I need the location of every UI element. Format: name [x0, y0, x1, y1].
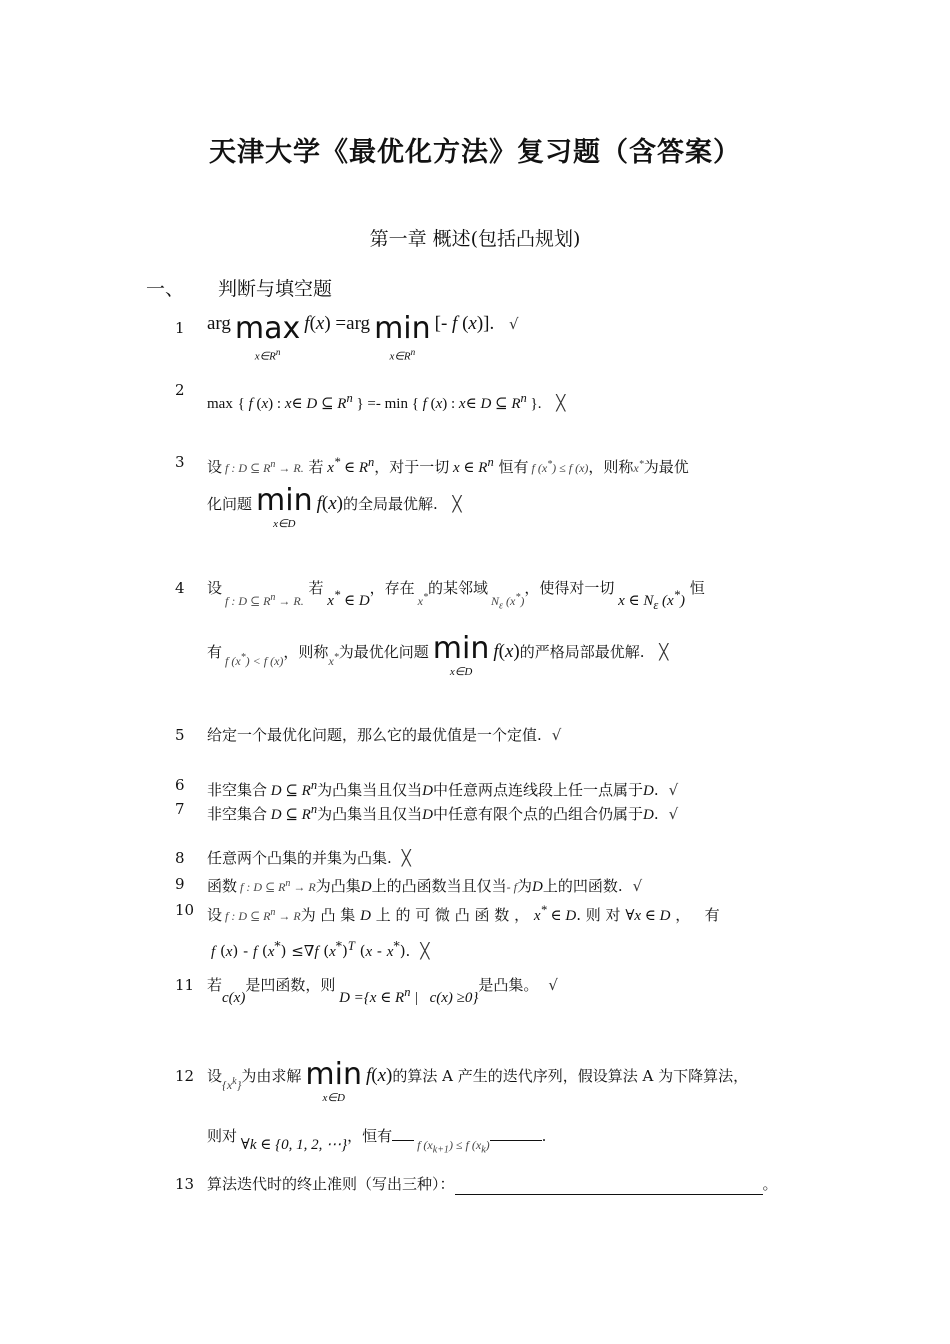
question-number: 4: [175, 579, 185, 597]
question-number: 3: [175, 453, 185, 471]
question-number: 6: [175, 776, 185, 794]
answer-mark: √: [668, 805, 679, 823]
answer-mark: ╳: [401, 849, 411, 867]
answer-mark: ╳: [556, 394, 566, 412]
answer-mark: ╳: [452, 495, 462, 513]
answer-mark: √: [632, 877, 643, 895]
section-title: 判断与填空题: [218, 278, 333, 300]
answer-mark: √: [548, 976, 558, 994]
question-number: 13: [175, 1175, 195, 1193]
chapter-heading: 第一章 概述(包括凸规划): [369, 228, 581, 250]
answer-mark: ╳: [659, 643, 669, 661]
answer-blank[interactable]: [490, 1140, 542, 1141]
question-number: 2: [175, 381, 185, 399]
page-title: 天津大学《最优化方法》复习题（含答案）: [209, 137, 741, 168]
question-number: 8: [175, 849, 185, 867]
question-number: 12: [175, 1067, 195, 1085]
document-page: 天津大学《最优化方法》复习题（含答案） 第一章 概述(包括凸规划) 一、 判断与填空题 1 arg max $x\in R^n$ f(x) =arg min $x\in R^n$ [- f (x)]. √ 2 max { f (x) : x∈ D ⊆ $R^n$ } =- min { f (x) : x∈ D ⊆ $R^n$ }. ╳ 3 设 f : D ⊆ $R^n \to R$. 若 x* ∈ $R^n$，对于一切 x ∈ $R^n$ 恒有 f (x*) ≤ f (x)，则称x*为最优 化问题 min x∈D f(x)的全局最优解. ╳ 4 设 $_{f : D ⊆ R^n \to R.}$ 若 x* ∈ D，存在 $_{x^*}$的某邻域 $_{N_\varepsilon (x^*)}$，使得对一切 x ∈ $N_\varepsilon$ (x*) 恒 有 $_{f (x^*) < f (x)}$，则称$_{x^*}$为最优化问题 min x∈D f(x)的严格局部最优解. ╳ 5 给定一个最优化问题，那么它的最优值是一个定值. √ 6 非空集合 D ⊆ $R^n$为凸集当且仅当D中任意两点连线段上任一点属于D. √ 7 非空集合 D ⊆ $R^n$为凸集当且仅当D中任意有限个点的凸组合仍属于D. √ 8 任意两个凸集的并集为凸集. ╳ 9 函数 f : D ⊆ $R^n \to R$为凸集D上的凸函数当且仅当- f为D上的凹函数. √ 10 设 f : D ⊆ $R^n \to R$为 凸 集 D 上 的 可 微 凸 函 数 ， x* ∈ D. 则 对 ∀x ∈ D ， 有 f (x) - f (x*) ≤∇f $(x^*)^T$ (x - x*). ╳ 11 若c(x)是凹函数，则 D ={x ∈ $R^n$ | c(x) ≥0}是凸集。 √ 12 设$_{\{x^k\}}$为由求解 min x∈D f(x)的算法 A 产生的迭代序列，假设算法 A 为下降算法， 则对 ∀k ∈ {0, 1, 2, ⋯}，恒有 $_{f (x_{k+1}) \le f (x_k)}$ . 13 算法迭代时的终止准则（写出三种）： 。: [0, 0, 950, 1344]
answer-mark: ╳: [420, 942, 430, 960]
question-number: 5: [175, 726, 185, 744]
question-number: 10: [175, 901, 195, 919]
answer-mark: √: [668, 781, 679, 799]
question-number: 9: [175, 875, 185, 893]
question-number: 11: [175, 976, 195, 994]
answer-mark: √: [509, 315, 519, 333]
section-number: 一、: [146, 278, 185, 300]
question-number: 7: [175, 800, 185, 818]
question-number: 1: [175, 319, 185, 337]
section-heading: [146, 274, 332, 301]
answer-blank[interactable]: [455, 1174, 763, 1195]
answer-blank[interactable]: [392, 1140, 414, 1141]
answer-mark: √: [551, 726, 562, 744]
